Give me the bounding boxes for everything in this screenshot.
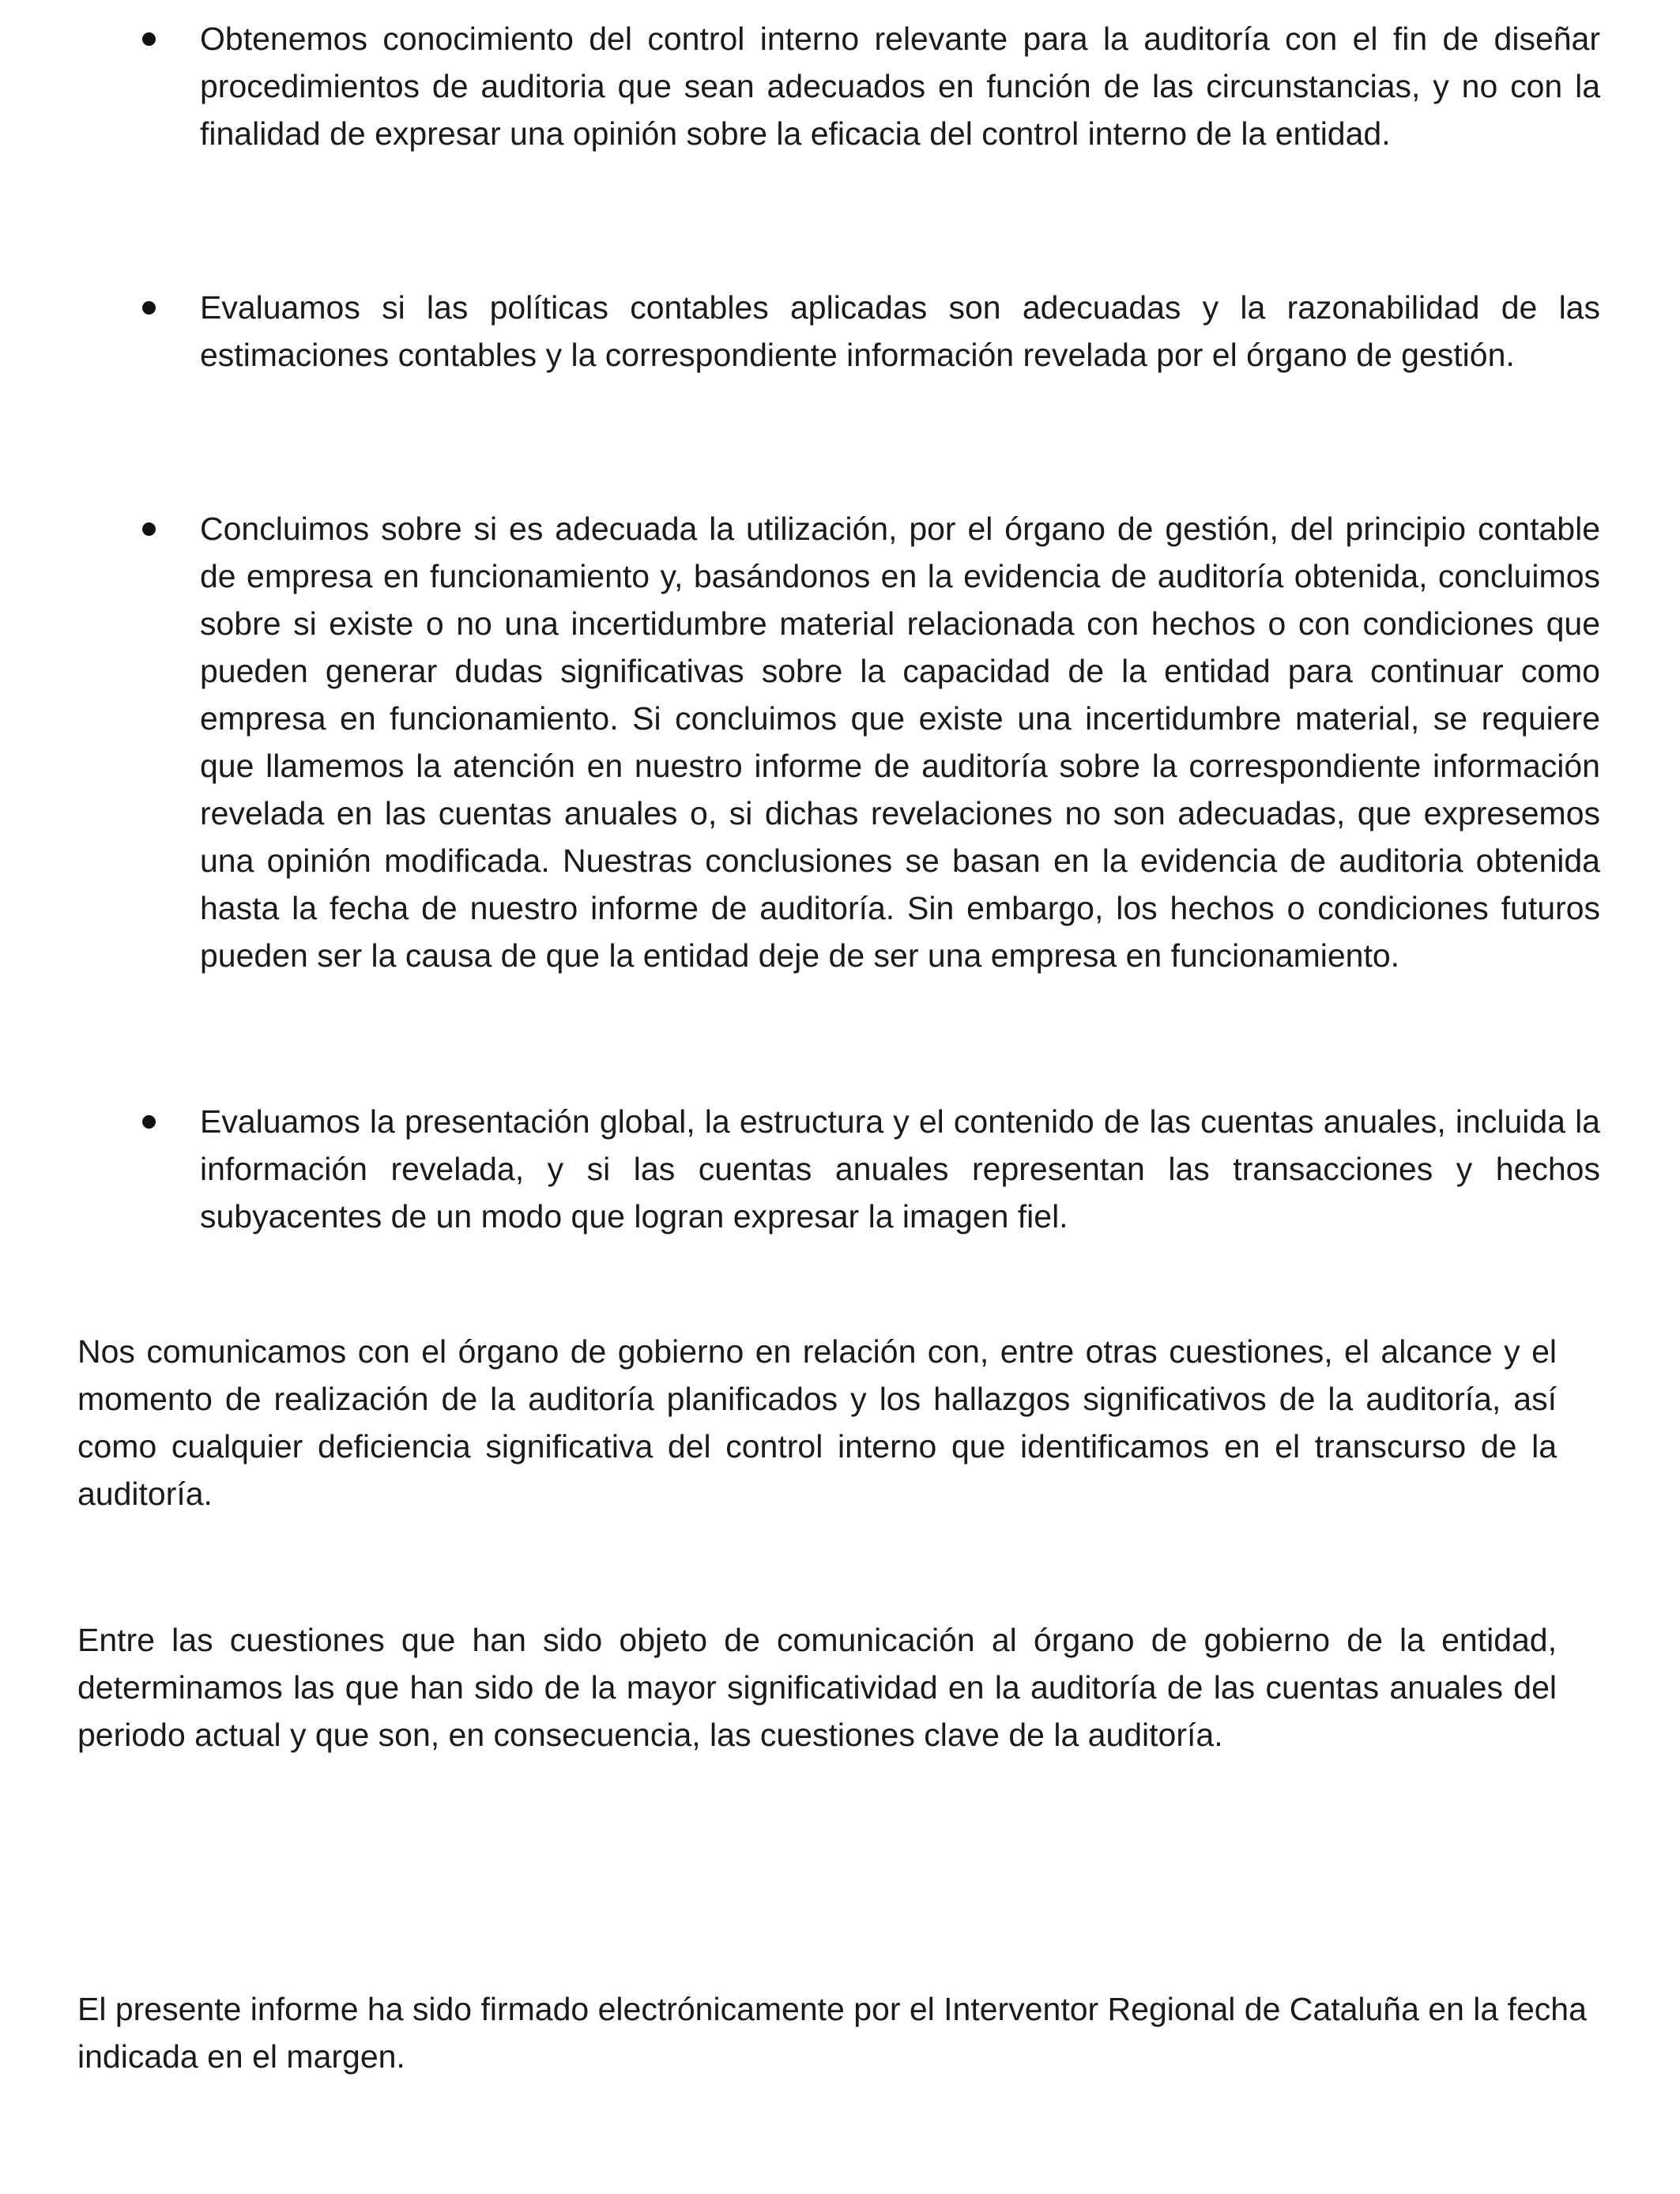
bullet-icon (142, 301, 156, 315)
bullet-item-politicas-contables: Evaluamos si las políticas contables aplicadas son adecuadas y la razonabilidad de las estimaciones contables y la correspondiente información revelada por el órgano de gestión. (200, 289, 1600, 373)
bullet-icon (142, 1115, 156, 1129)
paragraph-cuestiones-clave: Entre las cuestiones que han sido objeto de comunicación al órgano de gobierno de la entidad, determinamos las que han sido de la mayor significatividad en la auditoría de las cuentas anuales del periodo actual y que son, en consecuencia, las cuestiones clave de la auditoría. (77, 1622, 1557, 1753)
paragraph-firma-electronica: El presente informe ha sido firmado electrónicamente por el Interventor Regional de Cataluña en la fecha indicada en el margen. (77, 1991, 1587, 2075)
bullet-item-presentacion-global: Evaluamos la presentación global, la estructura y el contenido de las cuentas anuales, incluida la información revelada, y si las cuentas anuales representan las transacciones y hechos subyacentes de un modo que logran expresar la imagen fiel. (200, 1103, 1600, 1235)
bullet-item-empresa-en-funcionamiento: Concluimos sobre si es adecuada la utilización, por el órgano de gestión, del principio contable de empresa en funcionamiento y, basándonos en la evidencia de auditoría obtenida, concluimos sobre si existe o no una incertidumbre material relacionada con hechos o con condiciones que pueden generar dudas significativas sobre la capacidad de la entidad para continuar como empresa en funcionamiento. Si concluimos que existe una incertidumbre material, se requiere que llamemos la atención en nuestro informe de auditoría sobre la correspondiente información revelada en las cuentas anuales o, si dichas revelaciones no son adecuadas, que expresemos una opinión modificada. Nuestras conclusiones se basan en la evidencia de auditoria obtenida hasta la fecha de nuestro informe de auditoría. Sin embargo, los hechos o condiciones futuros pueden ser la causa de que la entidad deje de ser una empresa en funcionamiento. (200, 511, 1600, 974)
bullet-icon (142, 522, 156, 536)
bullet-item-control-interno: Obtenemos conocimiento del control interno relevante para la auditoría con el fin de diseñar procedimientos de auditoria que sean adecuados en función de las circunstancias, y no con la finalidad de expresar una opinión sobre la eficacia del control interno de la entidad. (200, 21, 1600, 152)
paragraph-comunicacion-organo-gobierno: Nos comunicamos con el órgano de gobierno en relación con, entre otras cuestiones, el alcance y el momento de realización de la auditoría planificados y los hallazgos significativos de la auditoría, así como cualquier deficiencia significativa del control interno que identificamos en el transcurso de la auditoría. (77, 1333, 1557, 1512)
bullet-icon (142, 32, 156, 46)
